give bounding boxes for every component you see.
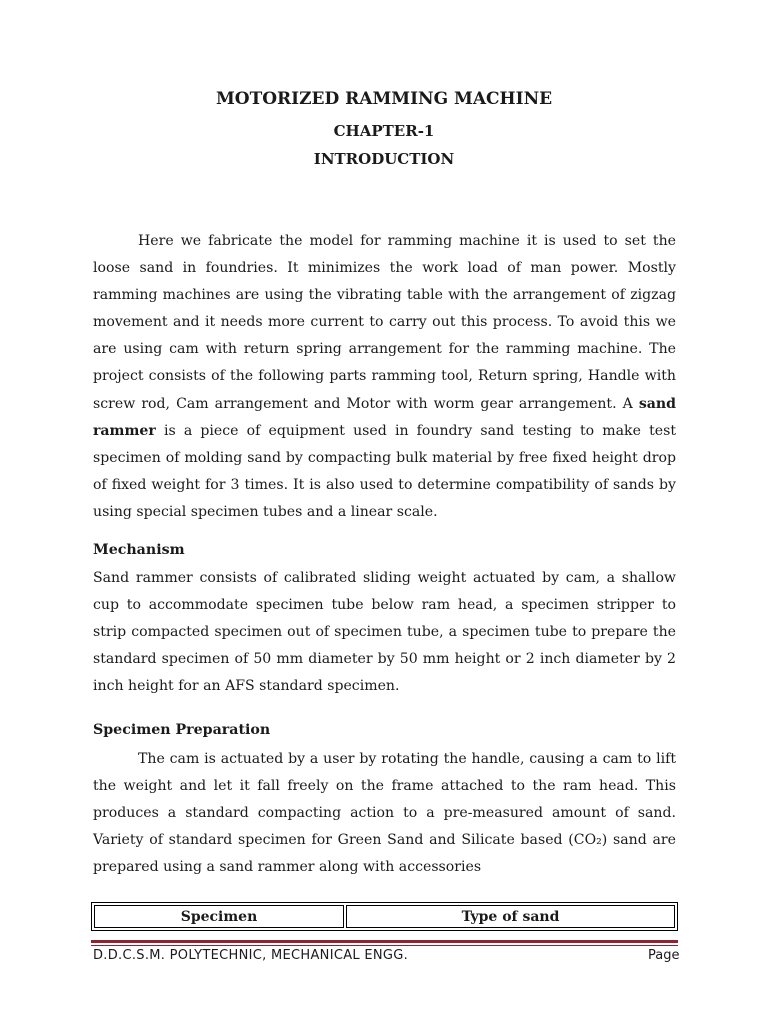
intro-bold-term: sand rammer	[93, 395, 676, 439]
specimen-preparation-heading: Specimen Preparation	[93, 722, 271, 738]
chapter-number: CHAPTER-1	[333, 122, 435, 140]
table-header-type-of-sand: Type of sand	[346, 905, 675, 928]
mechanism-paragraph: Sand rammer consists of calibrated sliding weight actuated by cam, a shallow cup to accommodate specimen tube below ram head, a specimen stripper to strip compacted specimen out of specimen tube, a specimen tube to prepare the standard specimen of 50 mm diameter by 50 mm height or 2 inch diameter by 2 inch height for an AFS standard specimen.	[93, 570, 676, 695]
specimen-preparation-paragraph: The cam is actuated by a user by rotating the handle, causing a cam to lift the weight and let it fall freely on the frame attached to the ram head. This produces a standard compacting action to a pre-measured amount of sand. Variety of standard specimen for Green Sand and Silicate based (CO₂) sand are prepared using a sand rammer along with accessories	[93, 751, 676, 876]
chapter-title: INTRODUCTION	[313, 150, 455, 168]
footer-rule-thin	[91, 945, 678, 946]
table-header-specimen: Specimen	[94, 905, 344, 928]
footer-institution: D.D.C.S.M. POLYTECHNIC, MECHANICAL ENGG.	[93, 948, 409, 963]
footer-rule-thick	[91, 940, 678, 943]
intro-text-start: Here we fabricate the model for ramming machine it is used to set the loose sand in foundries. It minimizes the work load of man power. Mostly ramming machines are using the vibrating table with the arrangement of zigzag movement and it needs more current to carry out this process. To avoid this we are using cam with return spring arrangement for the ramming machine. The project consists of the following parts ramming tool, Return spring, Handle with screw rod, Cam arrangement and Motor with worm gear arrangement. A	[93, 233, 676, 412]
specimen-table	[91, 902, 678, 931]
footer-page-label: Page	[648, 948, 680, 963]
intro-paragraph	[93, 228, 676, 526]
intro-text-end: is a piece of equipment used in foundry sand testing to make test specimen of molding sand by compacting bulk material by free fixed height drop of fixed weight for 3 times. It is also used to determine compatibility of sands by using special specimen tubes and a linear scale.	[93, 422, 676, 520]
document-title: MOTORIZED RAMMING MACHINE	[215, 89, 553, 109]
mechanism-heading: Mechanism	[93, 542, 185, 558]
